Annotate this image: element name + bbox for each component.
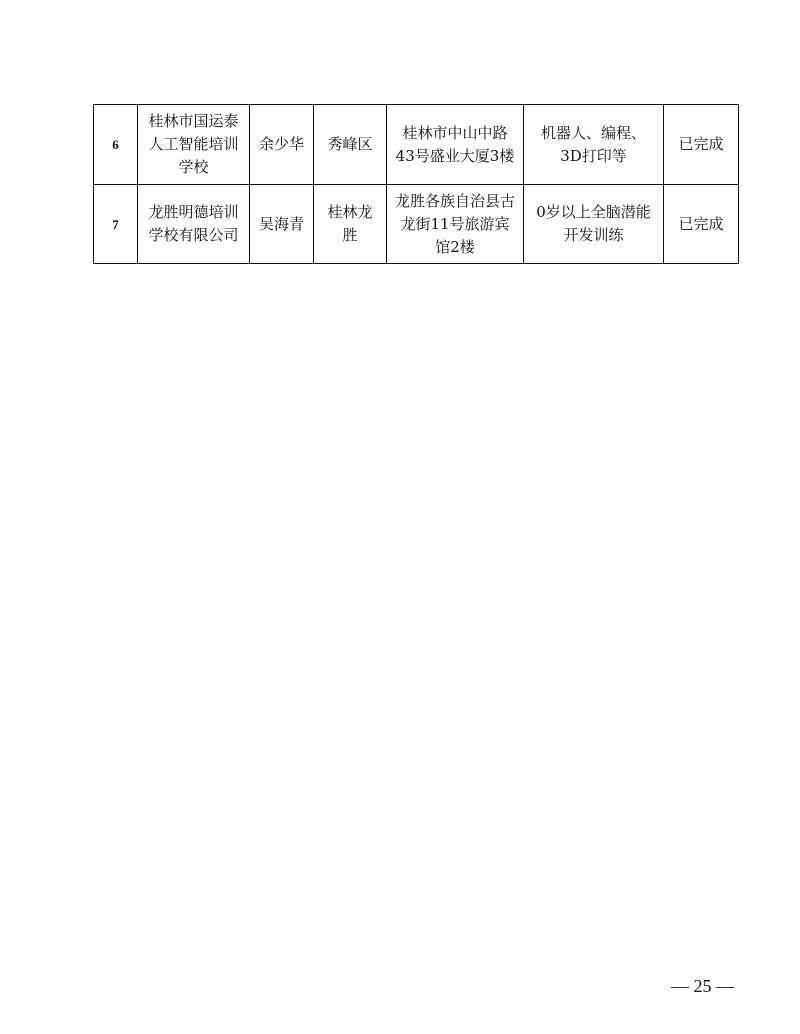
row-number-cell: 7 bbox=[94, 185, 138, 264]
responsible-person-cell: 余少华 bbox=[250, 105, 314, 185]
address-cell: 龙胜各族自治县古龙街11号旅游宾馆2楼 bbox=[387, 185, 524, 264]
responsible-person-cell: 吴海青 bbox=[250, 185, 314, 264]
institution-name-cell: 龙胜明德培训学校有限公司 bbox=[138, 185, 250, 264]
page-number: — 25 — bbox=[671, 976, 734, 996]
table-row bbox=[94, 105, 739, 185]
table-row bbox=[94, 185, 739, 264]
institution-name-cell: 桂林市国运泰人工智能培训学校 bbox=[138, 105, 250, 185]
row-number-cell: 6 bbox=[94, 105, 138, 185]
status-cell: 已完成 bbox=[664, 185, 739, 264]
training-content-cell: 机器人、编程、3D打印等 bbox=[524, 105, 664, 185]
district-cell: 桂林龙胜 bbox=[314, 185, 387, 264]
address-cell: 桂林市中山中路43号盛业大厦3楼 bbox=[387, 105, 524, 185]
status-cell: 已完成 bbox=[664, 105, 739, 185]
institution-table bbox=[93, 104, 739, 264]
training-content-cell: 0岁以上全脑潜能开发训练 bbox=[524, 185, 664, 264]
district-cell: 秀峰区 bbox=[314, 105, 387, 185]
